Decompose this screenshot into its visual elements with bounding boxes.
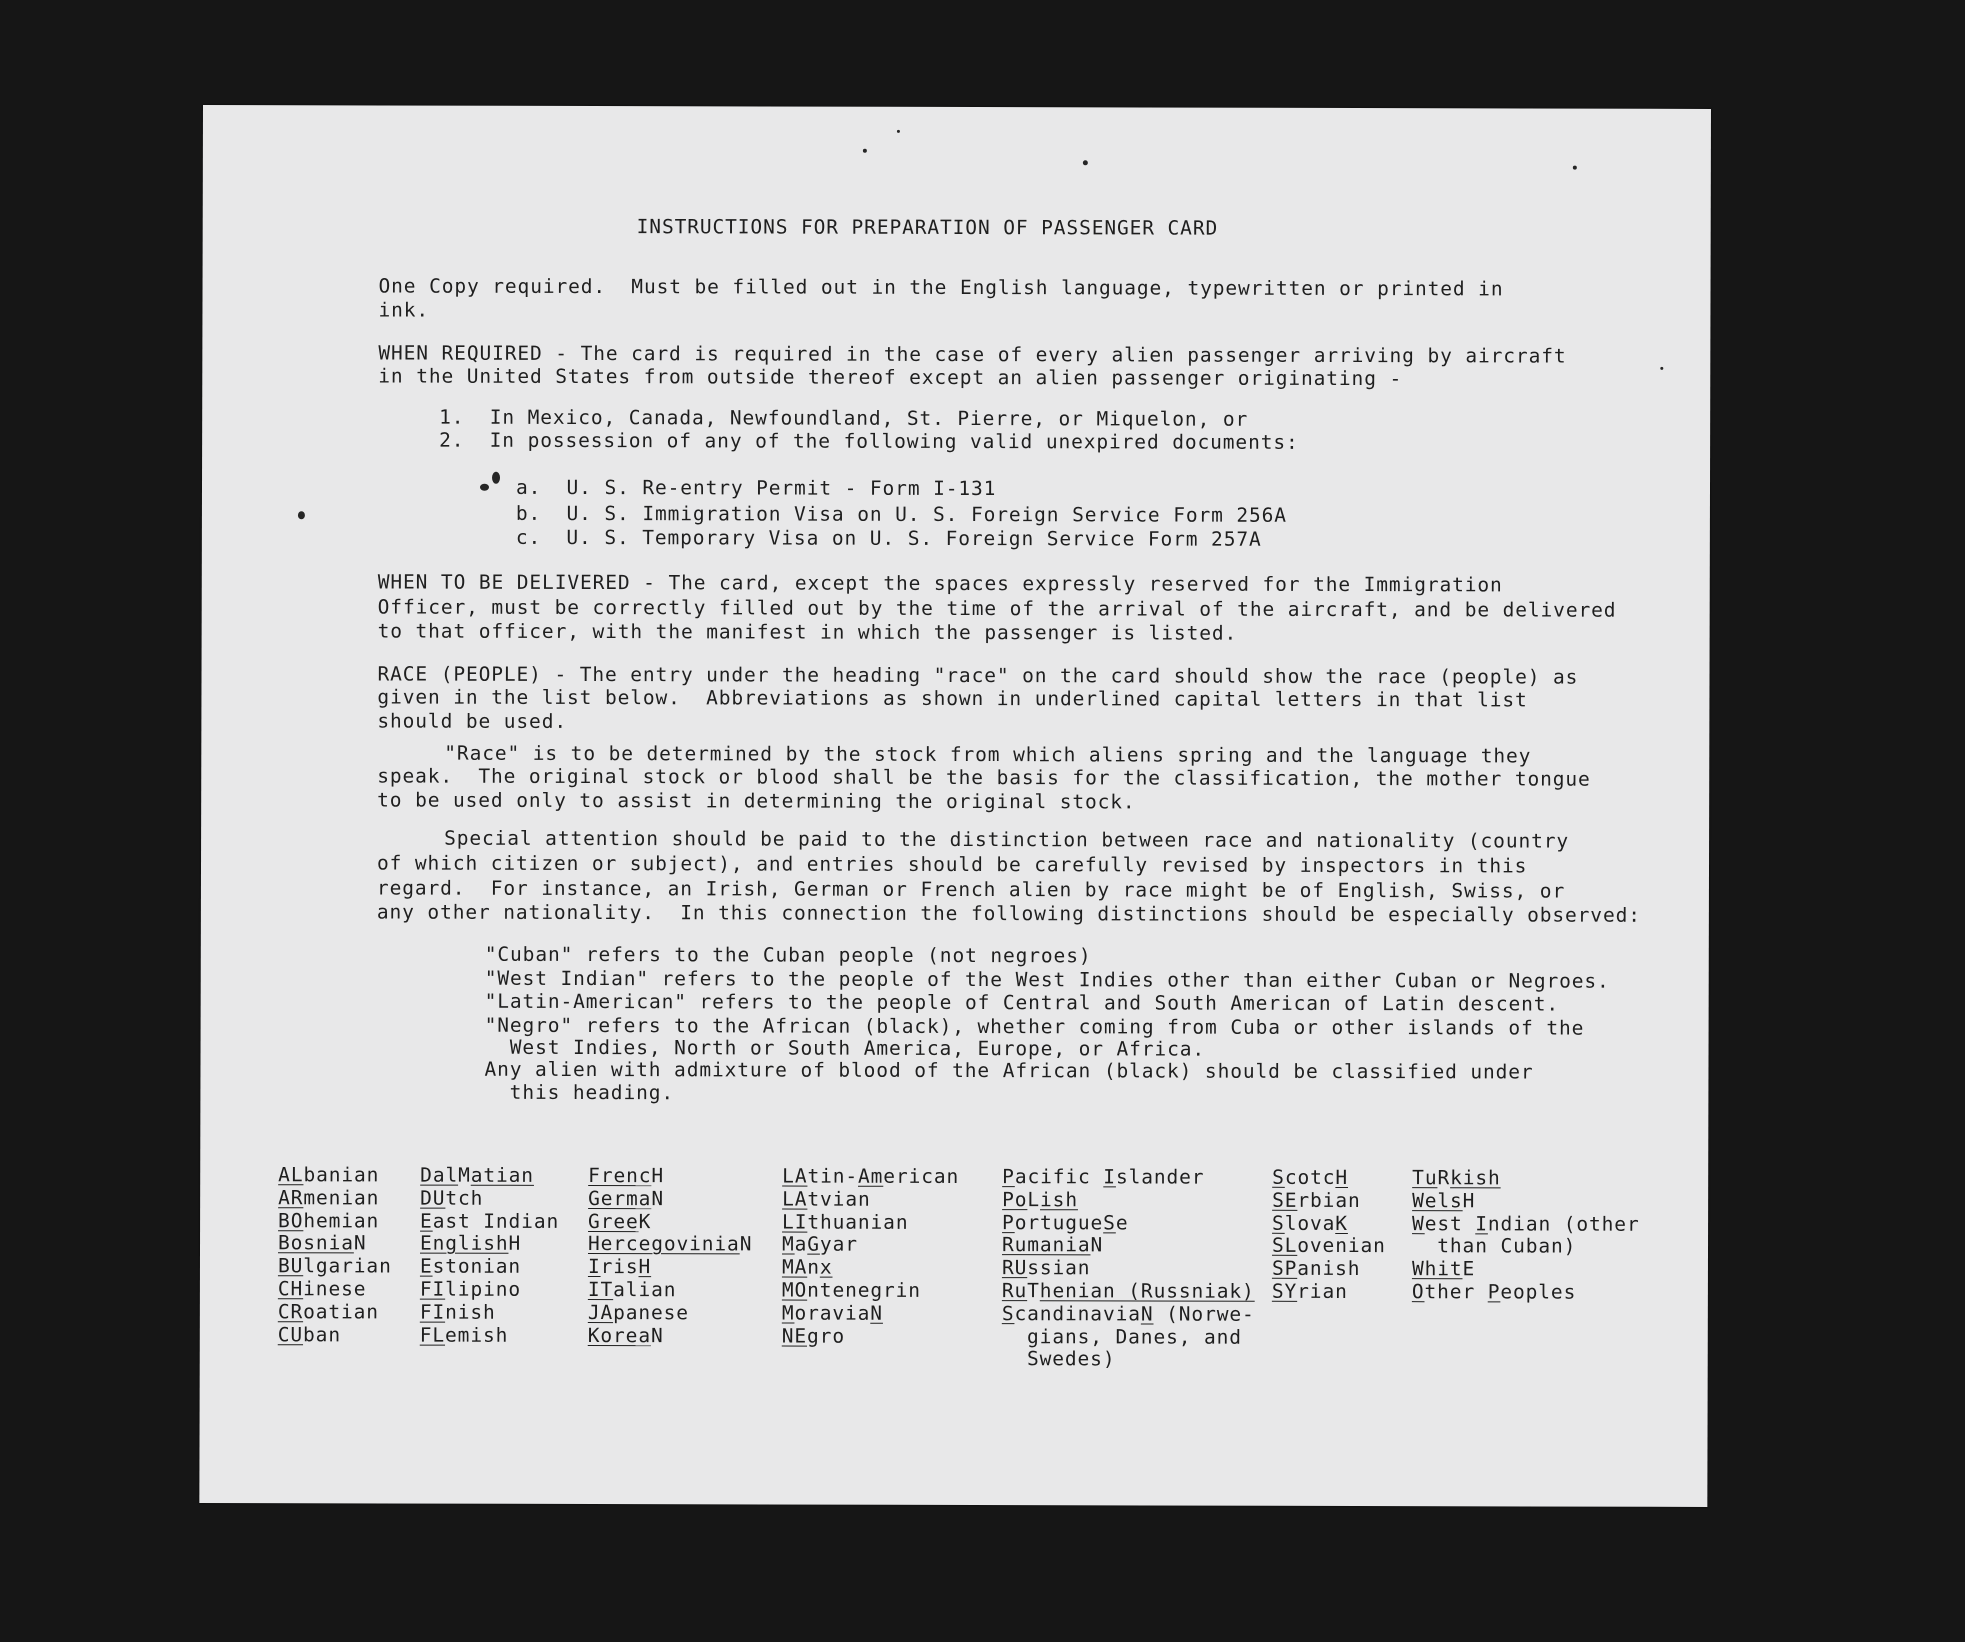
race-definition-line-3: to be used only to assist in determining the original stock.	[377, 788, 1136, 814]
race-abbreviation: O	[1411, 1280, 1425, 1304]
race-abbreviation: Hercegovinia	[587, 1232, 740, 1256]
race-name-part: tin-	[807, 1164, 859, 1188]
race-name-part: lipino	[445, 1277, 522, 1301]
race-name-part: n	[807, 1255, 820, 1279]
document-item-a: a. U. S. Re-entry Permit - Form I-131	[515, 475, 997, 501]
race-entry	[588, 1164, 664, 1188]
race-abbreviation: Korea	[587, 1323, 652, 1347]
race-entry	[1412, 1280, 1576, 1304]
race-abbreviation: FL	[419, 1323, 446, 1347]
race-abbreviation: P	[1002, 1210, 1015, 1234]
when-required-line-2: in the United States from outside thereof except an alien passenger originating -	[378, 364, 1403, 391]
race-abbreviation: atian	[470, 1163, 534, 1187]
race-entry	[1272, 1280, 1348, 1304]
race-entry	[1002, 1347, 1116, 1371]
race-name-part: ndian (other	[1487, 1211, 1640, 1236]
race-abbreviation: Germa	[588, 1186, 652, 1210]
race-name-part: rbian	[1297, 1188, 1361, 1212]
race-name-part: tch	[445, 1186, 484, 1210]
race-definition-line-2: speak. The original stock or blood shall be the basis for the classification, the mother tongue	[377, 764, 1591, 791]
scan-speck	[1083, 160, 1088, 165]
race-name-part: ban	[303, 1322, 342, 1346]
race-entry	[1002, 1233, 1103, 1257]
race-name-part: menian	[303, 1186, 380, 1210]
race-name-part: acific	[1014, 1165, 1104, 1189]
race-abbreviation: LI	[782, 1210, 808, 1234]
race-name-part: N	[353, 1231, 367, 1255]
race-name-part: ther	[1424, 1280, 1488, 1304]
race-name-part: stonian	[432, 1254, 522, 1279]
race-abbreviation: FI	[419, 1277, 446, 1301]
race-name-part: ris	[600, 1255, 639, 1279]
race-entry	[588, 1232, 752, 1256]
when-required-item-2: 2. In possession of any of the following valid unexpired documents:	[439, 428, 1299, 454]
race-entry	[278, 1209, 379, 1233]
scan-speck	[480, 484, 489, 491]
race-abbreviation: H	[1335, 1165, 1349, 1190]
race-entry	[420, 1300, 496, 1324]
race-name-part: oatian	[303, 1300, 379, 1324]
race-entry	[420, 1255, 521, 1279]
race-entry	[1272, 1211, 1348, 1235]
race-abbreviation: H	[638, 1255, 652, 1279]
race-abbreviation: M	[781, 1232, 795, 1256]
race-entry	[588, 1324, 664, 1348]
distinction-line-5: West Indies, North or South America, Europe, or Africa.	[484, 1035, 1206, 1061]
race-name-part: ssian	[1027, 1256, 1091, 1280]
distinction-line-7: this heading.	[484, 1080, 675, 1105]
race-abbreviation: IT	[587, 1278, 614, 1302]
race-abbreviation: Rumania	[1001, 1233, 1091, 1257]
intro-line-2: ink.	[378, 298, 430, 322]
race-abbreviation: G	[807, 1232, 820, 1257]
race-abbreviation: I	[587, 1255, 601, 1279]
race-abbreviation: M	[781, 1301, 795, 1325]
race-line-2: given in the list below. Abbreviations as shown in underlined capital letters in that list	[377, 685, 1528, 712]
race-name-part: nish	[445, 1300, 496, 1324]
race-name-part: K	[638, 1209, 652, 1233]
special-line-1: Special attention should be paid to the distinction between race and nationality (country	[444, 826, 1570, 853]
race-entry	[420, 1232, 521, 1256]
race-abbreviation: x	[819, 1255, 833, 1279]
race-abbreviation: Whit	[1411, 1257, 1463, 1281]
race-abbreviation: S	[1272, 1211, 1285, 1235]
race-entry	[1412, 1166, 1501, 1190]
distinction-line-1: "Cuban" refers to the Cuban people (not negroes)	[484, 942, 1092, 968]
race-name-part: Swedes)	[1001, 1347, 1116, 1371]
race-entry	[420, 1164, 534, 1188]
race-abbreviation: Frenc	[588, 1164, 652, 1188]
race-entry	[588, 1278, 677, 1302]
race-abbreviation: FI	[419, 1300, 446, 1324]
race-abbreviation: BO	[278, 1208, 304, 1232]
race-abbreviation: P	[1002, 1165, 1015, 1189]
special-line-4: any other nationality. In this connection the following distinctions should be especially observed:	[376, 900, 1641, 927]
race-entry	[782, 1301, 883, 1325]
document-body	[203, 105, 1711, 1371]
race-entry	[1002, 1279, 1255, 1304]
race-name-part: est	[1424, 1211, 1476, 1235]
race-entry	[420, 1209, 559, 1233]
race-abbreviation: SY	[1271, 1279, 1298, 1303]
race-abbreviation: AR	[278, 1185, 304, 1210]
race-name-part: anish	[1297, 1257, 1361, 1281]
race-abbreviation: S	[1272, 1165, 1285, 1189]
race-abbreviation: Bosnia	[277, 1231, 354, 1255]
race-entry	[278, 1254, 392, 1278]
document-item-b: b. U. S. Immigration Visa on U. S. Foreign Service Form 256A	[515, 501, 1288, 527]
race-name-part: ast Indian	[432, 1209, 560, 1233]
race-name-part: ovenian	[1297, 1234, 1386, 1258]
race-entry	[420, 1323, 509, 1347]
race-entry	[420, 1186, 483, 1210]
when-delivered-line-1: WHEN TO BE DELIVERED - The card, except the spaces expressly reserved for the Immigration	[377, 570, 1503, 597]
race-entry	[1412, 1235, 1576, 1259]
scan-speck	[863, 149, 867, 153]
race-line-3: should be used.	[377, 709, 568, 733]
race-entry	[1002, 1165, 1204, 1190]
race-name-part: thuanian	[807, 1210, 909, 1234]
race-entry	[1002, 1188, 1078, 1212]
race-abbreviation: kish	[1450, 1166, 1501, 1190]
race-entry	[1272, 1189, 1361, 1213]
race-entry	[1002, 1302, 1255, 1327]
race-abbreviation: BU	[277, 1254, 304, 1278]
race-name-part: candinavia	[1014, 1301, 1141, 1326]
race-abbreviation: Tu	[1412, 1166, 1438, 1190]
race-abbreviation: Gree	[588, 1209, 639, 1233]
race-name-part: e	[1115, 1210, 1129, 1235]
race-entry	[1272, 1234, 1386, 1258]
race-name-part: gians, Danes, and	[1001, 1324, 1242, 1349]
race-abbreviation: JA	[587, 1300, 614, 1324]
race-abbreviation: Po	[1002, 1187, 1028, 1211]
race-abbreviation: DU	[420, 1186, 446, 1210]
race-abbreviation: English	[419, 1231, 509, 1256]
race-name-part: than Cuban)	[1411, 1234, 1577, 1258]
race-entry	[278, 1163, 379, 1187]
race-name-part: E	[1462, 1257, 1476, 1281]
race-abbreviation: Dal	[420, 1163, 459, 1187]
race-name-part: inese	[303, 1277, 367, 1301]
race-abbreviation: S	[1001, 1301, 1015, 1325]
race-entry	[420, 1278, 521, 1302]
race-entry	[782, 1165, 959, 1189]
race-name-part: gro	[807, 1324, 846, 1348]
scan-speck	[492, 472, 500, 484]
race-entry	[588, 1255, 651, 1279]
race-abbreviation: N	[1140, 1302, 1154, 1326]
race-abbreviation: N	[870, 1301, 883, 1325]
race-entry	[588, 1301, 689, 1325]
race-entry	[1412, 1257, 1475, 1281]
race-entry	[1272, 1257, 1361, 1281]
distinction-line-2: "West Indian" refers to the people of the West Indies other than either Cuban or Negroes.	[484, 966, 1610, 993]
race-name-part: tvian	[807, 1187, 871, 1211]
race-abbreviation: Wels	[1412, 1188, 1463, 1213]
when-delivered-line-3: to that officer, with the manifest in which the passenger is listed.	[377, 619, 1238, 645]
race-definition-line-1: "Race" is to be determined by the stock from which aliens spring and the language they	[444, 741, 1532, 768]
race-entry	[588, 1187, 664, 1211]
race-abbreviation: RU	[1001, 1256, 1028, 1280]
race-entry	[1002, 1211, 1128, 1235]
race-abbreviation: E	[420, 1209, 433, 1233]
race-name-part: slander	[1115, 1165, 1205, 1189]
race-entry	[1002, 1325, 1242, 1350]
race-name-part: N	[1090, 1233, 1104, 1257]
race-name-part: yar	[819, 1233, 858, 1257]
race-abbreviation: LA	[782, 1187, 808, 1211]
when-required-item-1: 1. In Mexico, Canada, Newfoundland, St. Pierre, or Miquelon, or	[439, 405, 1249, 431]
race-abbreviation: I	[1475, 1211, 1488, 1235]
race-abbreviation: P	[1487, 1280, 1501, 1304]
race-name-part: ntenegrin	[807, 1278, 921, 1302]
race-entry	[1272, 1166, 1348, 1190]
race-name-part: T	[1027, 1279, 1040, 1303]
race-name-part: erican	[883, 1164, 960, 1188]
race-abbreviation: AL	[278, 1163, 304, 1187]
race-name-part: rian	[1297, 1279, 1348, 1304]
race-entry	[278, 1277, 367, 1301]
scan-speck	[897, 130, 900, 133]
distinction-line-3: "Latin-American" refers to the people of Central and South American of Latin descent.	[484, 989, 1560, 1016]
race-abbreviation: CR	[277, 1299, 304, 1324]
intro-line-1: One Copy required. Must be filled out in the English language, typewritten or printed in	[378, 274, 1504, 301]
race-entry	[782, 1210, 908, 1234]
race-abbreviation: MO	[781, 1278, 808, 1302]
race-name-part: cotc	[1284, 1165, 1336, 1189]
race-name-part: N	[739, 1232, 753, 1256]
race-abbreviation: SP	[1271, 1256, 1298, 1281]
race-name-part: L	[1027, 1187, 1041, 1211]
race-entry	[278, 1300, 379, 1324]
race-entry	[588, 1210, 651, 1234]
race-abbreviation: Am	[858, 1164, 884, 1188]
race-name-part: panese	[613, 1300, 689, 1325]
race-abbreviation: E	[419, 1254, 433, 1278]
race-name-part: hemian	[303, 1208, 380, 1233]
race-abbreviation: SE	[1272, 1188, 1298, 1212]
race-abbreviation: S	[1103, 1210, 1116, 1234]
race-abbreviation: NE	[781, 1324, 808, 1348]
race-abbreviation: henian (Russniak)	[1039, 1279, 1255, 1303]
distinction-line-4: "Negro" refers to the African (black), whether coming from Cuba or other islands of the	[484, 1013, 1585, 1040]
document-item-c: c. U. S. Temporary Visa on U. S. Foreign Service Form 257A	[515, 525, 1262, 551]
race-abbreviation: CU	[277, 1322, 304, 1346]
race-name-part: alian	[613, 1278, 677, 1302]
race-name-part: N	[651, 1186, 665, 1211]
race-entry	[1412, 1189, 1475, 1213]
race-abbreviation: ish	[1040, 1187, 1079, 1212]
race-name-part: lgarian	[303, 1254, 392, 1278]
race-line-1: RACE (PEOPLE) - The entry under the heading "race" on the card should show the race (people) as	[377, 662, 1579, 689]
race-entry	[782, 1187, 871, 1211]
race-name-part: M	[458, 1163, 471, 1187]
race-name-part: (Norwe-	[1153, 1302, 1255, 1326]
race-name-part: H	[651, 1164, 665, 1188]
race-entry	[1412, 1212, 1640, 1237]
race-abbreviation: MA	[781, 1255, 808, 1279]
race-name-part: lova	[1284, 1211, 1336, 1235]
race-abbreviation: Ru	[1001, 1279, 1028, 1303]
race-abbreviation: I	[1103, 1165, 1116, 1189]
race-name-part: a	[794, 1232, 808, 1256]
race-name-part: N	[650, 1323, 664, 1347]
page-title: INSTRUCTIONS FOR PREPARATION OF PASSENGER CARD	[636, 215, 1219, 240]
race-name-part: eoples	[1500, 1280, 1577, 1304]
race-entry	[782, 1233, 858, 1257]
race-abbreviation: LA	[782, 1164, 808, 1188]
race-entry	[782, 1256, 833, 1280]
distinction-line-6: Any alien with admixture of blood of the African (black) should be classified under	[484, 1057, 1534, 1084]
race-entry	[278, 1186, 379, 1210]
race-name-part: oravia	[794, 1301, 871, 1325]
when-delivered-line-2: Officer, must be correctly filled out by the time of the arrival of the aircraft, and be delivered	[377, 595, 1617, 622]
race-name-part: R	[1437, 1166, 1451, 1190]
race-name-part: H	[508, 1232, 522, 1256]
race-entry	[1002, 1256, 1091, 1280]
special-line-2: of which citizen or subject), and entries should be carefully revised by inspectors in this	[376, 851, 1528, 878]
document-page	[199, 105, 1711, 1507]
scan-speck	[298, 511, 305, 519]
race-name-part: emish	[445, 1323, 509, 1347]
race-name-part: ortugue	[1014, 1210, 1104, 1234]
race-entry	[782, 1324, 845, 1348]
race-entry	[278, 1323, 341, 1347]
scan-speck	[1573, 166, 1577, 170]
race-abbreviation: K	[1335, 1211, 1348, 1235]
race-name-part: H	[1462, 1189, 1476, 1213]
race-abbreviation: W	[1412, 1211, 1425, 1235]
scan-speck	[1660, 367, 1663, 370]
special-line-3: regard. For instance, an Irish, German or French alien by race might be of English, Swiss, or	[376, 876, 1566, 903]
race-entry	[278, 1232, 367, 1256]
when-required-line-1: WHEN REQUIRED - The card is required in the case of every alien passenger arriving by aircraft	[378, 341, 1567, 368]
race-name-part: banian	[303, 1163, 380, 1187]
race-abbreviation: CH	[277, 1277, 304, 1301]
race-entry	[782, 1279, 921, 1303]
race-abbreviation: SL	[1271, 1234, 1298, 1258]
